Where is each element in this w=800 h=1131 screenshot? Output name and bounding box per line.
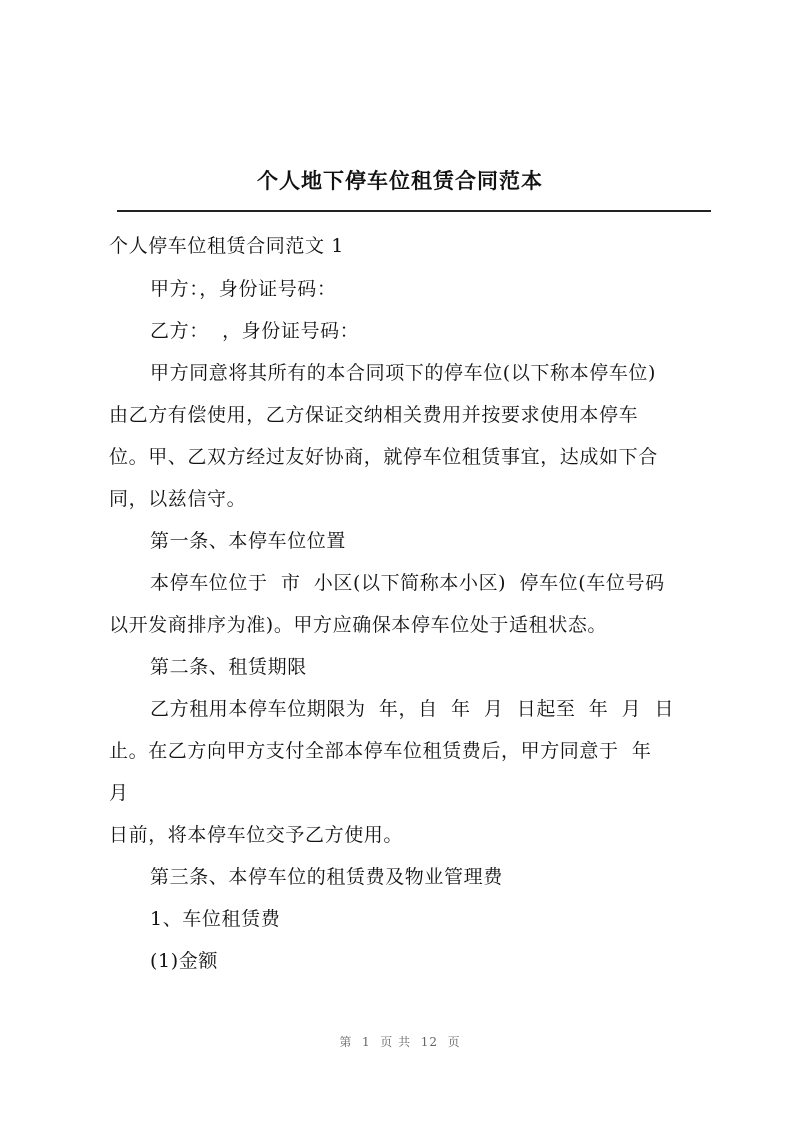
document-title: 个人地下停车位租赁合同范本: [257, 169, 543, 193]
paragraph-line: 乙方租用本停车位期限为 年，自 年 月 日起至 年 月 日: [150, 698, 675, 720]
paragraph-line: 以开发商排序为准)。甲方应确保本停车位处于适租状态。: [109, 614, 608, 636]
paragraph-line: 本停车位位于 市 小区(以下简称本小区) 停车位(车位号码: [150, 572, 665, 594]
paragraph-line: 日前，将本停车位交予乙方使用。: [109, 824, 404, 846]
paragraph-line: 止。在乙方向甲方支付全部本停车位租赁费后，甲方同意于 年: [109, 740, 652, 762]
article-heading: 第二条、租赁期限: [150, 656, 307, 678]
paragraph-line: 甲方同意将其所有的本合同项下的停车位(以下称本停车位): [150, 362, 657, 384]
paragraph-line: 月: [109, 782, 129, 804]
paragraph-line: 由乙方有偿使用，乙方保证交纳相关费用并按要求使用本停车: [109, 404, 639, 426]
section-heading: 个人停车位租赁合同范文 1: [109, 235, 344, 257]
paragraph-line: 同，以兹信守。: [109, 488, 247, 510]
clause-heading: 1、车位租赁费: [150, 908, 281, 930]
page-number-label: 第 1 页 共 12 页: [339, 1035, 461, 1049]
party-a-line: 甲方：，身份证号码：: [150, 278, 337, 300]
article-heading: 第一条、本停车位位置: [150, 530, 347, 552]
page-footer: [0, 1033, 800, 1050]
clause-heading: (1)金额: [150, 950, 218, 972]
party-b-line: 乙方： ，身份证号码：: [150, 320, 360, 342]
paragraph-line: 位。甲、乙双方经过友好协商，就停车位租赁事宜，达成如下合: [109, 446, 658, 468]
title-divider: [117, 210, 711, 212]
article-heading: 第三条、本停车位的租赁费及物业管理费: [150, 866, 503, 888]
